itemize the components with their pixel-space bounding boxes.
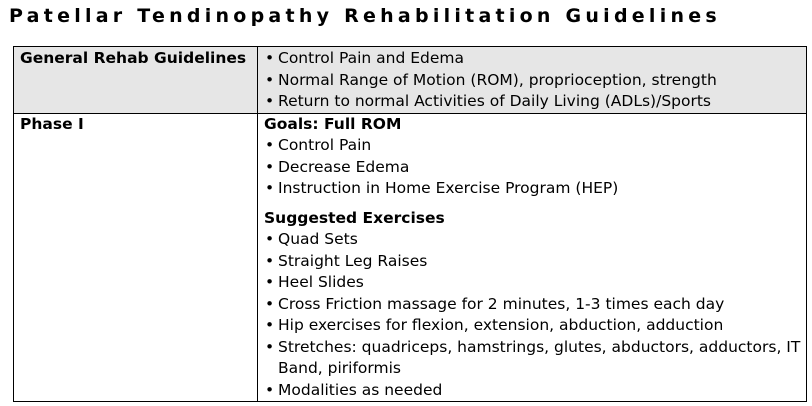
exercise-item: • Cross Friction massage for 2 minutes, 1-3 times each day [264, 294, 802, 316]
phase-1-content-cell [258, 113, 807, 402]
page-title: Patellar Tendinopathy Rehabilitation Guidelines [9, 5, 721, 27]
general-guidelines-list [264, 48, 802, 113]
general-guidelines-row [14, 47, 807, 114]
exercises-heading: Suggested Exercises [264, 208, 445, 227]
goal-item: • Control Pain [264, 135, 802, 157]
exercise-item: • Hip exercises for flexion, extension, abduction, adduction [264, 315, 802, 337]
phase-1-label-cell [14, 113, 258, 402]
general-guidelines-content-cell [258, 47, 807, 114]
exercise-item: • Stretches: quadriceps, hamstrings, glutes, abductors, adductors, IT Band, piriformis [264, 337, 802, 380]
goal-item: • Decrease Edema [264, 157, 802, 179]
general-guideline-item: • Normal Range of Motion (ROM), proprioception, strength [264, 70, 802, 92]
general-guidelines-label: General Rehab Guidelines [20, 49, 247, 67]
phase-1-row [14, 113, 807, 402]
general-guideline-item: • Return to normal Activities of Daily Living (ADLs)/Sports [264, 91, 802, 113]
rehab-guidelines-table [13, 46, 807, 402]
goals-heading: Goals: Full ROM [264, 114, 402, 133]
goal-item: • Instruction in Home Exercise Program (HEP) [264, 178, 802, 200]
general-guideline-item: • Control Pain and Edema [264, 48, 802, 70]
exercise-item: • Straight Leg Raises [264, 251, 802, 273]
phase-1-label: Phase I [20, 114, 84, 133]
exercise-item: • Quad Sets [264, 229, 802, 251]
exercise-item: • Heel Slides [264, 272, 802, 294]
section-spacer [264, 200, 802, 208]
goals-list [264, 135, 802, 200]
exercises-list [264, 229, 802, 401]
general-guidelines-label-cell [14, 47, 258, 114]
exercise-item: • Modalities as needed [264, 380, 802, 402]
